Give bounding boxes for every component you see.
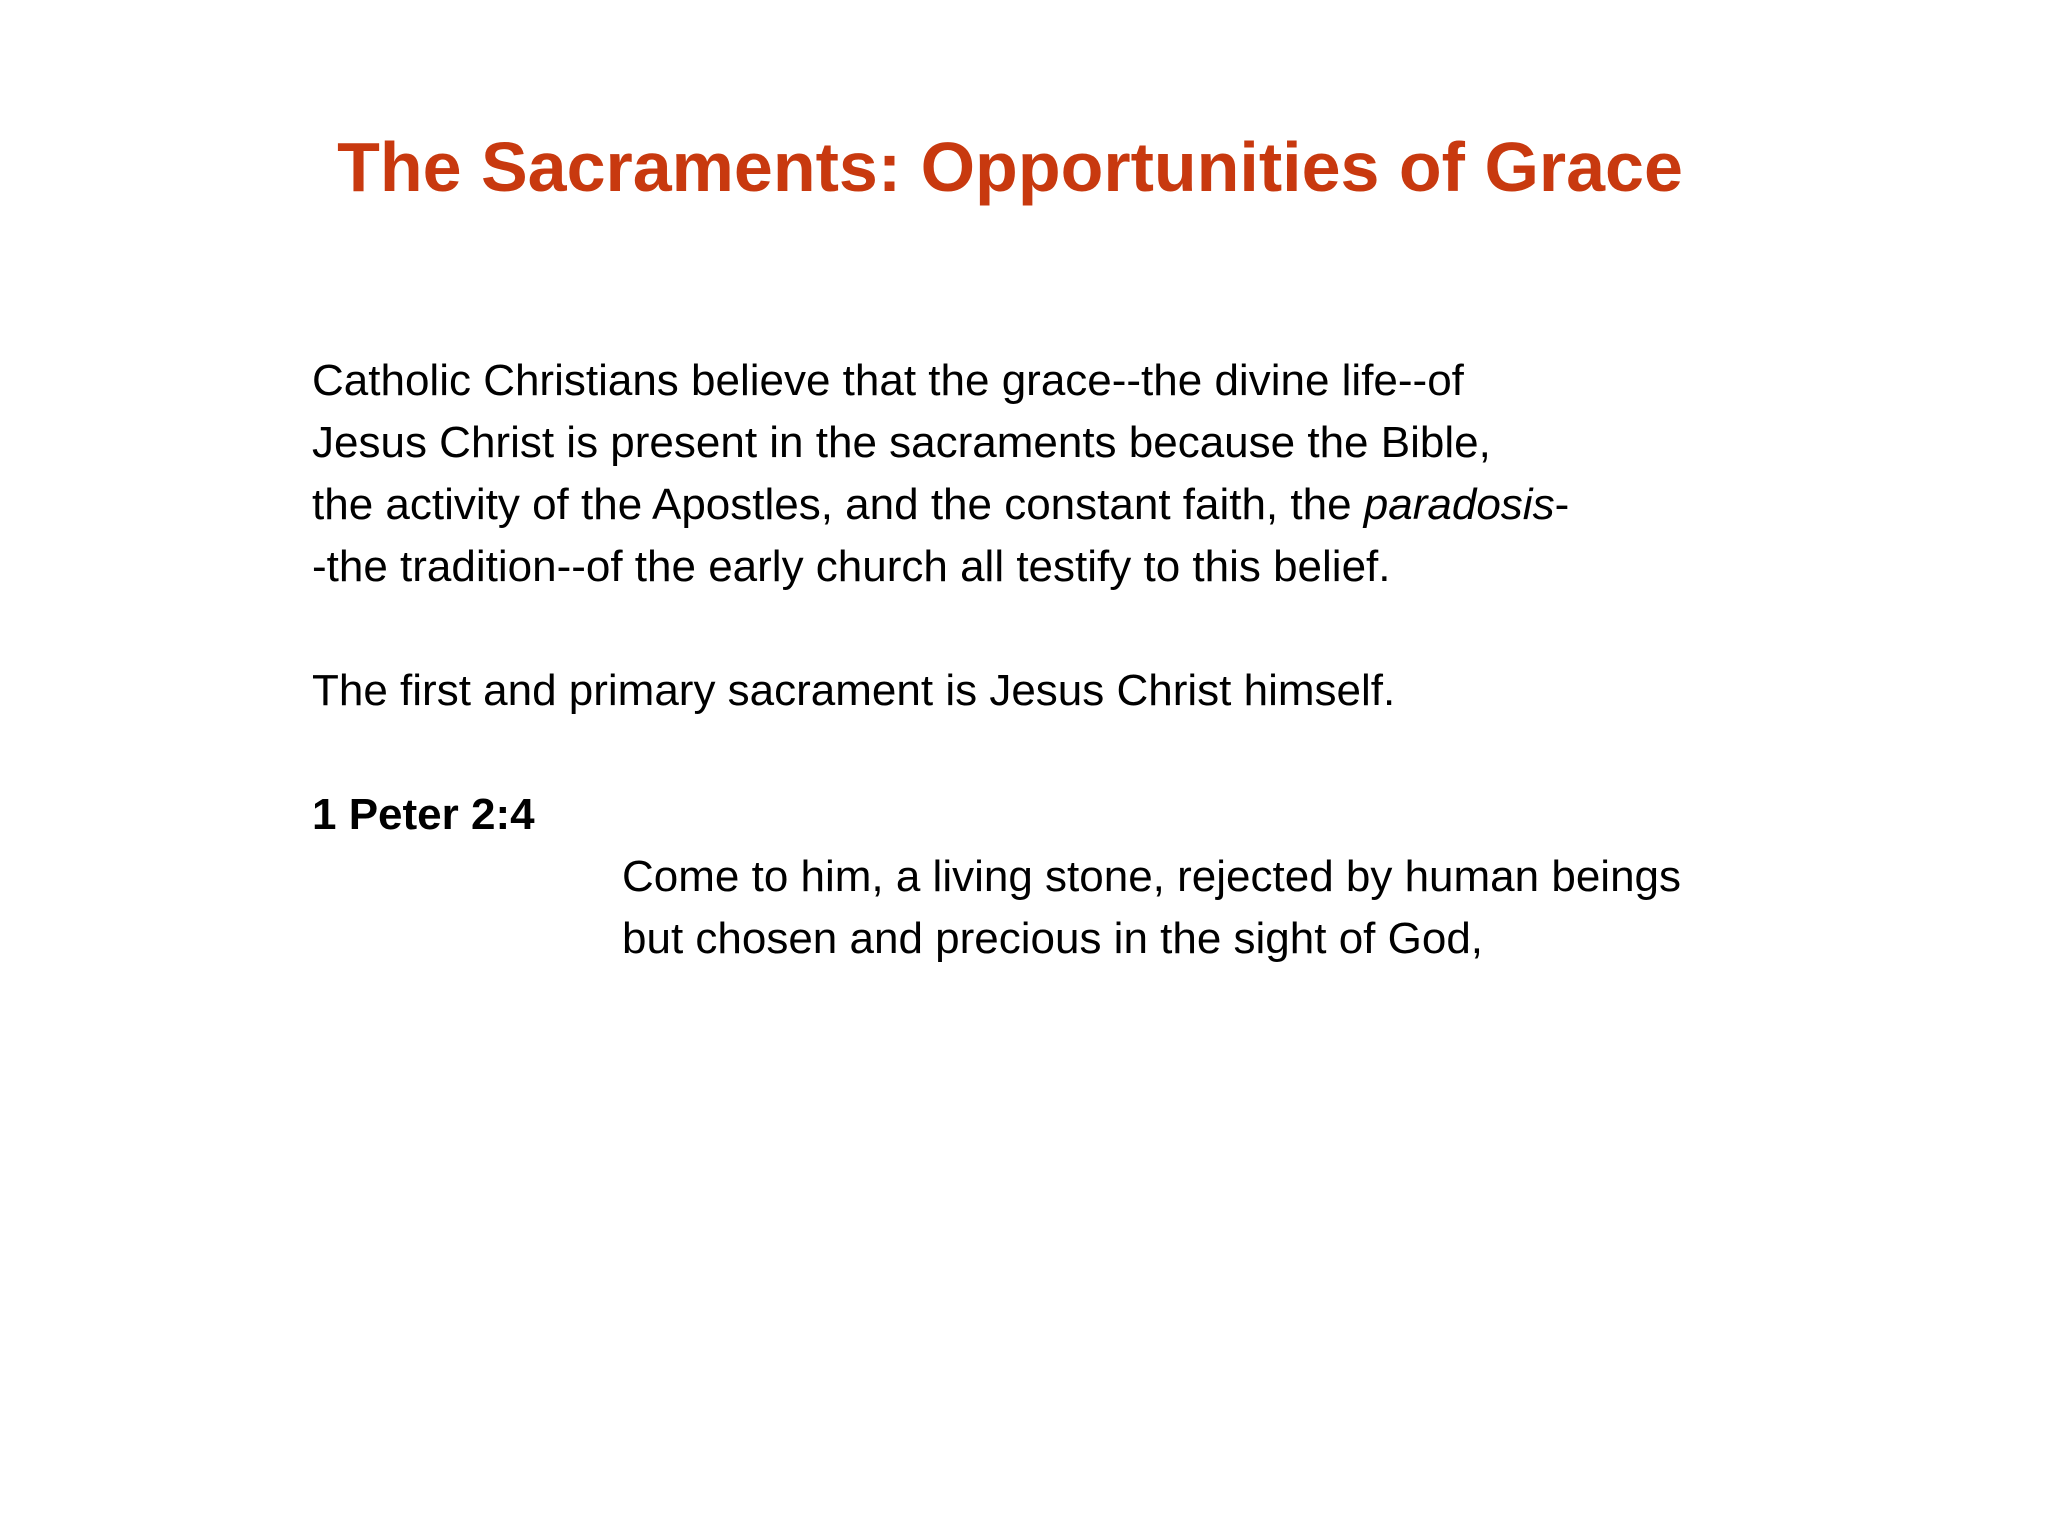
slide-title: The Sacraments: Opportunities of Grace <box>337 128 1683 206</box>
paragraph-1-line-2: Jesus Christ is present in the sacraments because the Bible, <box>312 418 1491 467</box>
paradosis-term: paradosis <box>1363 480 1555 529</box>
paragraph-1-line-3-text: the activity of the Apostles, and the constant faith, the <box>312 480 1364 529</box>
scripture-quote-line-1: Come to him, a living stone, rejected by human beings <box>622 852 1682 901</box>
scripture-reference: 1 Peter 2:4 <box>312 790 535 839</box>
paragraph-spacer <box>312 722 1812 784</box>
paragraph-2: The first and primary sacrament is Jesus Christ himself. <box>312 666 1396 715</box>
paragraph-1-line-3 <box>312 474 1812 536</box>
paragraph-spacer <box>312 598 1812 660</box>
paragraph-1-line-1: Catholic Christians believe that the grace--the divine life--of <box>312 356 1464 405</box>
slide-body <box>312 350 1812 970</box>
scripture-quote-line-2: but chosen and precious in the sight of God, <box>622 914 1484 963</box>
paragraph-1-line-4: -the tradition--of the early church all testify to this belief. <box>312 542 1391 591</box>
paragraph-1-line-3-hyphen: - <box>1554 480 1570 529</box>
